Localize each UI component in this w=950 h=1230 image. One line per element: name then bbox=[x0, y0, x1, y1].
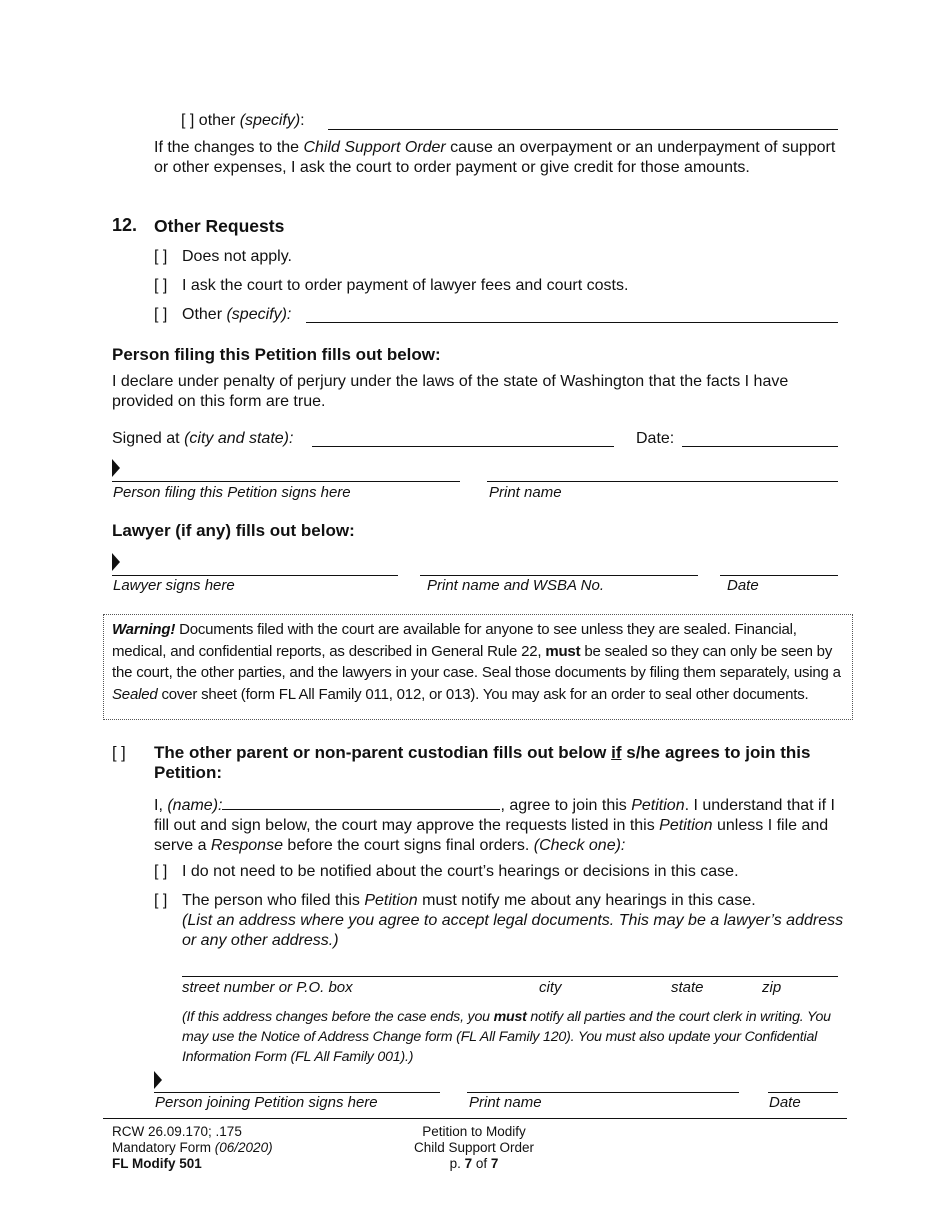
checkbox[interactable]: [ ] bbox=[154, 248, 168, 265]
join-option-no-notice: [ ] I do not need to be notified about the court’s hearings or decisions in this case. bbox=[154, 863, 739, 880]
address-zip-caption: zip bbox=[762, 979, 782, 996]
lawyer-signature-line[interactable] bbox=[112, 575, 398, 576]
join-checkbox[interactable]: [ ] bbox=[112, 744, 126, 762]
petitioner-heading: Person filing this Petition fills out below: bbox=[112, 345, 441, 364]
checkbox[interactable]: [ ] bbox=[154, 277, 168, 294]
lawyer-heading: Lawyer (if any) fills out below: bbox=[112, 521, 355, 540]
petitioner-print-name-line[interactable] bbox=[487, 481, 838, 482]
join-option-notify: [ ] The person who filed this Petition must notify me about any hearings in this case. (List an address where you agree to accept legal documents. This may be a lawyer’s address or any other address.) bbox=[154, 892, 844, 949]
join-sign-caption: Person joining Petition signs here bbox=[155, 1094, 378, 1111]
date-line[interactable] bbox=[682, 446, 838, 447]
sign-arrow-icon bbox=[154, 1071, 162, 1089]
option-lawyer-fees: [ ] I ask the court to order payment of lawyer fees and court costs. bbox=[154, 277, 629, 294]
signed-at-label: Signed at (city and state): bbox=[112, 430, 294, 447]
address-line[interactable] bbox=[182, 976, 838, 977]
checkbox[interactable]: [ ] bbox=[154, 306, 168, 323]
lawyer-print-name-line[interactable] bbox=[420, 575, 698, 576]
footer-left: RCW 26.09.170; .175 Mandatory Form (06/2020) FL Modify 501 bbox=[112, 1124, 273, 1171]
section-number: 12. bbox=[112, 215, 138, 235]
checkbox[interactable]: [ ] bbox=[154, 863, 168, 880]
join-heading: The other parent or non-parent custodian fills out below if s/he agrees to join this Petition: bbox=[154, 743, 811, 782]
sign-arrow-icon bbox=[112, 459, 120, 477]
petitioner-signature-line[interactable] bbox=[112, 481, 460, 482]
lawyer-date-caption: Date bbox=[727, 577, 759, 594]
footer-divider bbox=[103, 1118, 847, 1119]
address-state-caption: state bbox=[671, 979, 704, 996]
petitioner-sign-caption: Person filing this Petition signs here bbox=[113, 484, 351, 501]
join-date-line[interactable] bbox=[768, 1092, 838, 1093]
other-requests-line[interactable] bbox=[306, 322, 838, 323]
join-name-line[interactable] bbox=[222, 795, 500, 810]
option-does-not-apply: [ ] Does not apply. bbox=[154, 248, 292, 265]
option-other: [ ] Other (specify): bbox=[154, 306, 292, 323]
footer-center: Petition to Modify Child Support Order p. 7 of 7 bbox=[413, 1124, 535, 1171]
sign-arrow-icon bbox=[112, 553, 120, 571]
other-option: [ ] other (specify): bbox=[181, 112, 305, 129]
join-date-caption: Date bbox=[769, 1094, 801, 1111]
join-agreement-paragraph: I, (name): , agree to join this Petition. I understand that if I fill out and sign below, the court may approve the requests listed in this Petition unless I file and serve a Response before the court signs final orders. (Check one): bbox=[154, 797, 835, 854]
lawyer-print-caption: Print name and WSBA No. bbox=[427, 577, 605, 594]
lawyer-date-line[interactable] bbox=[720, 575, 838, 576]
overpayment-paragraph: If the changes to the Child Support Order cause an overpayment or an underpayment of support or other expenses, I ask the court to order payment or give credit for those amounts. bbox=[154, 139, 836, 176]
other-checkbox[interactable]: [ ] bbox=[181, 112, 195, 129]
join-signature-line[interactable] bbox=[154, 1092, 440, 1093]
other-specify-line[interactable] bbox=[328, 129, 838, 130]
warning-box: Warning! Documents filed with the court are available for anyone to see unless they are sealed. Financial, medical, and confidential reports, as described in General Rule 22, must be sealed so they can only be seen by the court, the other parties, and the lawyers in your case. Seal those documents by filing them separately, using a Sealed cover sheet (form FL All Family 011, 012, or 013). You may ask for an order to seal other documents. bbox=[103, 614, 853, 720]
checkbox[interactable]: [ ] bbox=[154, 892, 168, 909]
section-title: Other Requests bbox=[154, 216, 285, 236]
join-print-caption: Print name bbox=[469, 1094, 542, 1111]
lawyer-sign-caption: Lawyer signs here bbox=[113, 577, 235, 594]
join-print-name-line[interactable] bbox=[467, 1092, 739, 1093]
petitioner-print-caption: Print name bbox=[489, 484, 562, 501]
declaration-text: I declare under penalty of perjury under the laws of the state of Washington that the facts I have provided on this form are true. bbox=[112, 373, 789, 410]
date-label: Date: bbox=[636, 430, 675, 447]
address-city-caption: city bbox=[539, 979, 562, 996]
city-state-line[interactable] bbox=[312, 446, 614, 447]
address-change-note: (If this address changes before the case ends, you must notify all parties and the court clerk in writing. You may use the Notice of Address Change form (FL All Family 120). You must also update your Confidential Information Form (FL All Family 001).) bbox=[182, 1009, 831, 1065]
address-street-caption: street number or P.O. box bbox=[182, 979, 353, 996]
